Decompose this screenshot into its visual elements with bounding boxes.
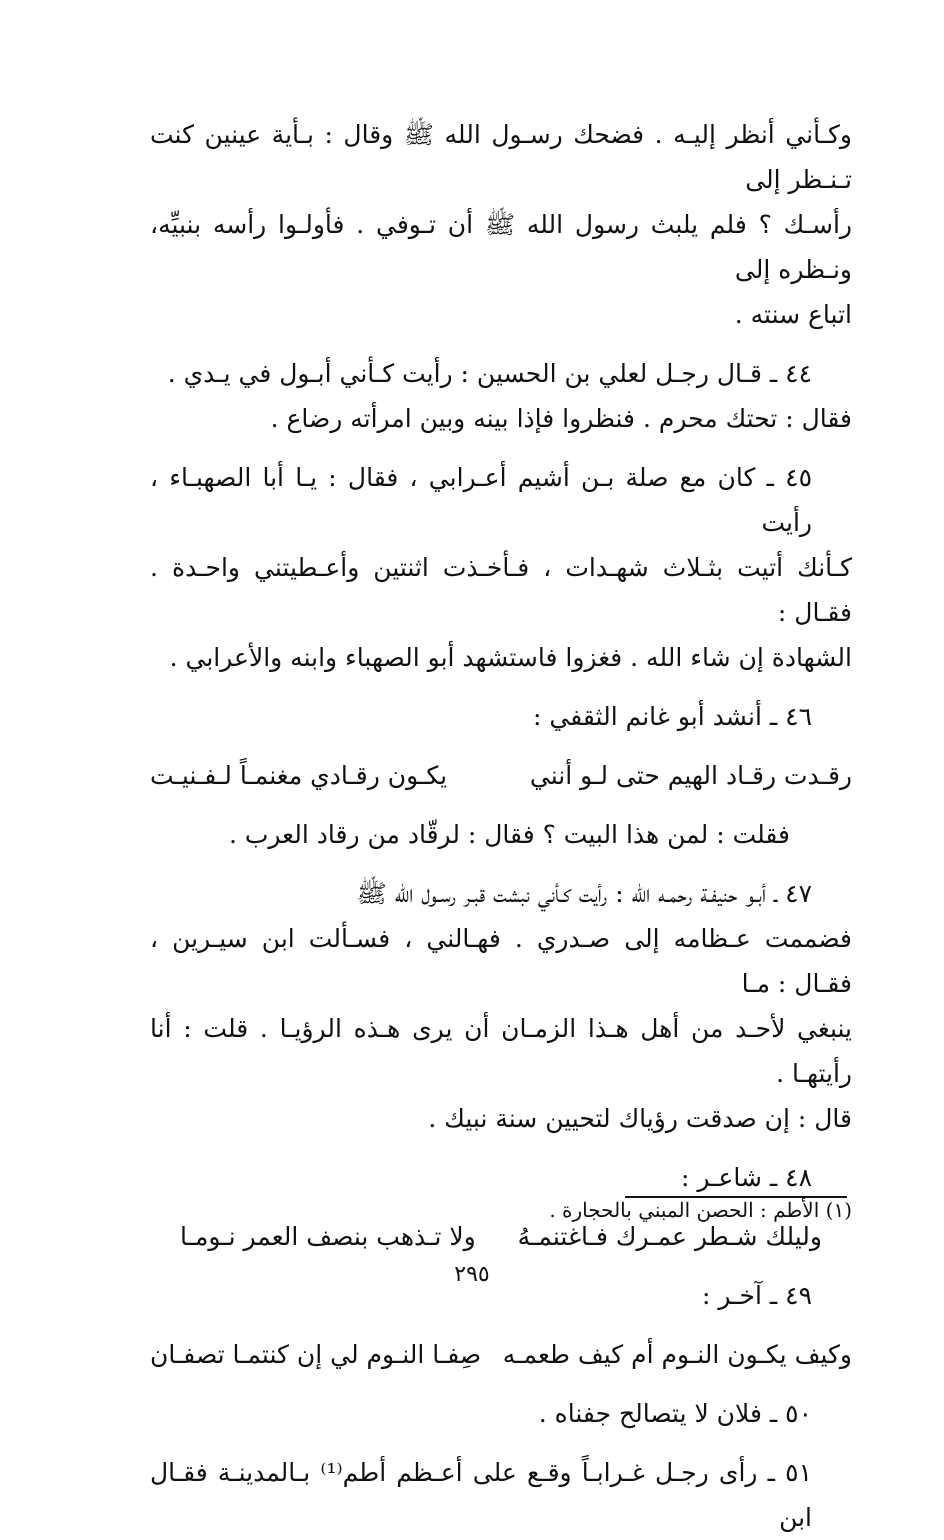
text-line: ٤٩ ـ آخـر : — [702, 1281, 812, 1310]
paragraph-46 — [150, 694, 852, 739]
paragraph-51 — [150, 1450, 852, 1540]
text-line: ٤٧ ـ أبـو حنيفـة رحمـه الله : رأيت كـأني نبشت قبـر رسـول الله ﷺ — [356, 879, 812, 908]
text-line: فقال : تحتك محرم . فنظروا فإذا بينه وبين امرأته رضاع . — [270, 404, 852, 433]
paragraph-45 — [150, 455, 852, 680]
text-line: فضممت عـظامه إلى صـدري . فهـالني ، فسـألت ابن سيـرين ، فقـال : مـا — [150, 924, 852, 998]
text-line: رأسـك ؟ فلم يلبث رسول الله ﷺ أن تـوفي . فأولـوا رأسه بنبيِّه، ونـظره إلى — [150, 210, 852, 284]
text-line: قال : إن صدقت رؤياك لتحيين سنة نبيك . — [428, 1104, 852, 1133]
paragraph-47 — [150, 871, 852, 1141]
paragraph-46-answer — [150, 812, 852, 857]
page-number: ٢٩٥ — [454, 1262, 490, 1287]
verse-hemistich-right: رقـدت رقـاد الهيم حتى لـو أنني — [529, 761, 852, 790]
text-line: ٥١ ـ رأى رجـل غـرابـاً وقـع على أعـظم أطم⁽¹⁾ بـالمدينـة فقـال ابن — [150, 1458, 812, 1532]
verse-3 — [150, 1332, 852, 1377]
text-line: ٤٨ ـ شاعـر : — [680, 1163, 812, 1192]
verse-1 — [150, 753, 852, 798]
text-line: ٤٦ ـ أنشد أبو غانم الثقفي : — [533, 702, 812, 731]
paragraph-44 — [150, 351, 852, 441]
text-line: الشهادة إن شاء الله . فغزوا فاستشهد أبو الصهباء وابنه والأعرابي . — [169, 643, 852, 672]
paragraph-continuation — [150, 112, 852, 337]
paragraph-48 — [150, 1155, 852, 1200]
footnote: (١) الأطم : الحصن المبني بالحجارة . — [549, 1198, 852, 1222]
verse-hemistich-left: صِفـا النـوم لي إن كنتمـا تصفـان — [150, 1340, 482, 1369]
text-line: كـأنك أتيت بثـلاث شهـدات ، فـأخـذت اثنتين وأعـطيتني واحـدة . فقـال : — [150, 553, 852, 627]
paragraph-50 — [150, 1391, 852, 1436]
verse-hemistich-right: وليلك شـطر عمـرك فـاغتنمـهُ — [517, 1222, 822, 1251]
text-line: ينبغي لأحـد من أهل هـذا الزمـان أن يرى هـذه الرؤيـا . قلت : أنا رأيتهـا . — [150, 1014, 852, 1088]
verse-hemistich-right: وكيف يكـون النـوم أم كيف طعمـه — [502, 1340, 852, 1369]
text-line: ٥٠ ـ فلان لا يتصالح جفناه . — [538, 1399, 812, 1428]
text-line: وكـأني أنظر إليـه . فضحك رسـول الله ﷺ وقال : بـأية عينين كنت تـنـظر إلى — [150, 120, 852, 194]
text-line: فقلت : لمن هذا البيت ؟ فقال : لرقّاد من رقاد العرب . — [228, 820, 790, 849]
text-line: اتباع سنته . — [734, 300, 852, 329]
verse-hemistich-left: ولا تـذهب بنصف العمر نـومـا — [180, 1222, 476, 1251]
text-line: ٤٤ ـ قـال رجـل لعلي بن الحسين : رأيت كـأني أبـول في يـدي . — [167, 359, 812, 388]
verse-hemistich-left: يكـون رقـادي مغنمـاً لـفـنيـت — [150, 761, 448, 790]
text-line: ٤٥ ـ كان مع صلة بـن أشيم أعـرابي ، فقال : يـا أبا الصهبـاء ، رأيت — [150, 463, 812, 537]
